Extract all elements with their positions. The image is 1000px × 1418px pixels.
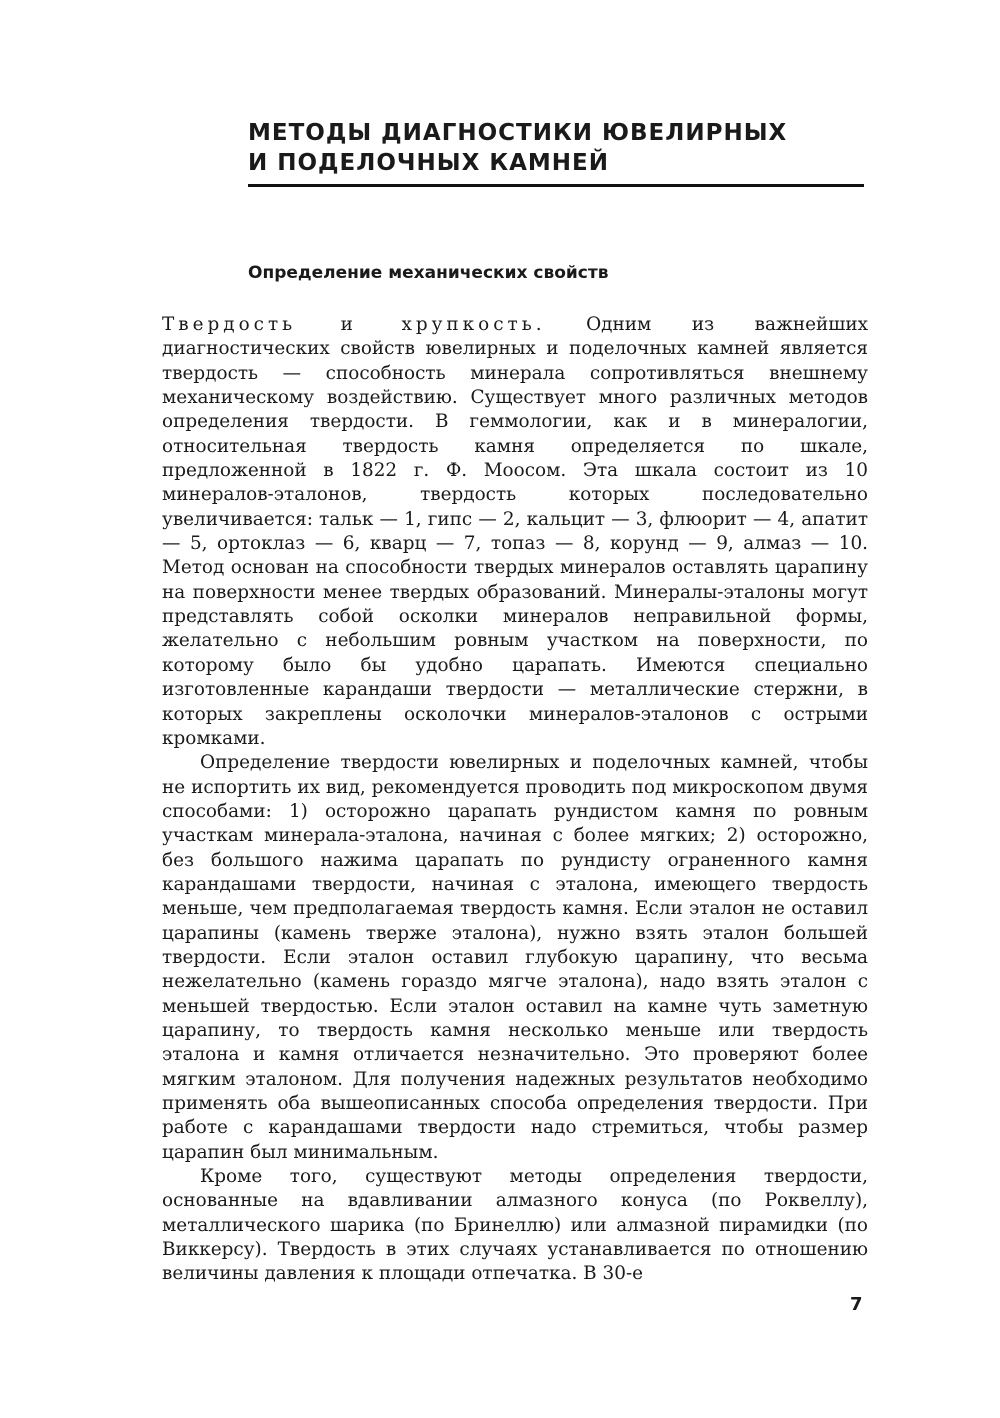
paragraph-1 (162, 313, 868, 751)
chapter-title (248, 118, 868, 178)
chapter-title-line-2: И ПОДЕЛОЧНЫХ КАМНЕЙ (248, 150, 610, 176)
title-rule (248, 184, 864, 187)
paragraph-3: Кроме того, существуют методы определения твердости, основанные на вдавливании алмазного конуса (по Роквеллу), металлического шарика (по Бринеллю) или алмазной пирамидки (по Виккерсу). Твердость в этих случаях устанавливается по отношению величины давления к площади отпечатка. В 30-е (162, 1166, 868, 1285)
paragraph-1-text: Одним из важнейших диагностических свойств ювелирных и поделочных камней является твердость — способность минерала сопротивляться внешнему механическому воздействию. Существует много различных методов определения твердости. В геммологии, как и в минералогии, относительная твердость камня определяется по шкале, предложенной в 1822 г. Ф. Моосом. Эта шкала состоит из 10 минералов-эталонов, твердость которых последовательно увеличивается: тальк — 1, гипс — 2, кальцит — 3, флюорит — 4, апатит — 5, ортоклаз — 6, кварц — 7, топаз — 8, корунд — 9, алмаз — 10. Метод основан на способности твердых минералов оставлять царапину на поверхности менее твердых образований. Минералы-эталоны могут представлять собой осколки минералов неправильной формы, желательно с небольшим ровным участком на поверхности, по которому было бы удобно царапать. Имеются специально изготовленные карандаши твердости — металлические стержни, в которых закреплены осколочки минералов-эталонов с острыми кромками. (162, 314, 868, 749)
body-text (162, 313, 868, 1287)
run-in-heading: Твердость и хрупкость. (162, 314, 546, 335)
chapter-title-line-1: МЕТОДЫ ДИАГНОСТИКИ ЮВЕЛИРНЫХ (248, 120, 788, 146)
page-number: 7 (850, 1294, 863, 1315)
paragraph-2: Определение твердости ювелирных и поделочных камней, чтобы не испортить их вид, рекомендуется проводить под микроскопом двумя способами: 1) осторожно царапать рундистом камня по ровным участкам минерала-эталона, начиная с более мягких; 2) осторожно, без большого нажима царапать по рундисту ограненного камня карандашами твердости, начиная с эталона, имеющего твердость меньше, чем предполагаемая твердость камня. Если эталон не оставил царапины (камень тверже эталона), нужно взять эталон большей твердости. Если эталон оставил глубокую царапину, что весьма нежелательно (камень гораздо мягче эталона), надо взять эталон с меньшей твердостью. Если эталон оставил на камне чуть заметную царапину, то твердость камня несколько меньше или твердость эталона и камня отличается незначительно. Это проверяют более мягким эталоном. Для получения надежных результатов необходимо применять оба вышеописанных способа определения твердости. При работе с карандашами твердости надо стремиться, чтобы размер царапин был минимальным. (162, 752, 868, 1163)
section-heading: Определение механических свойств (248, 263, 609, 283)
